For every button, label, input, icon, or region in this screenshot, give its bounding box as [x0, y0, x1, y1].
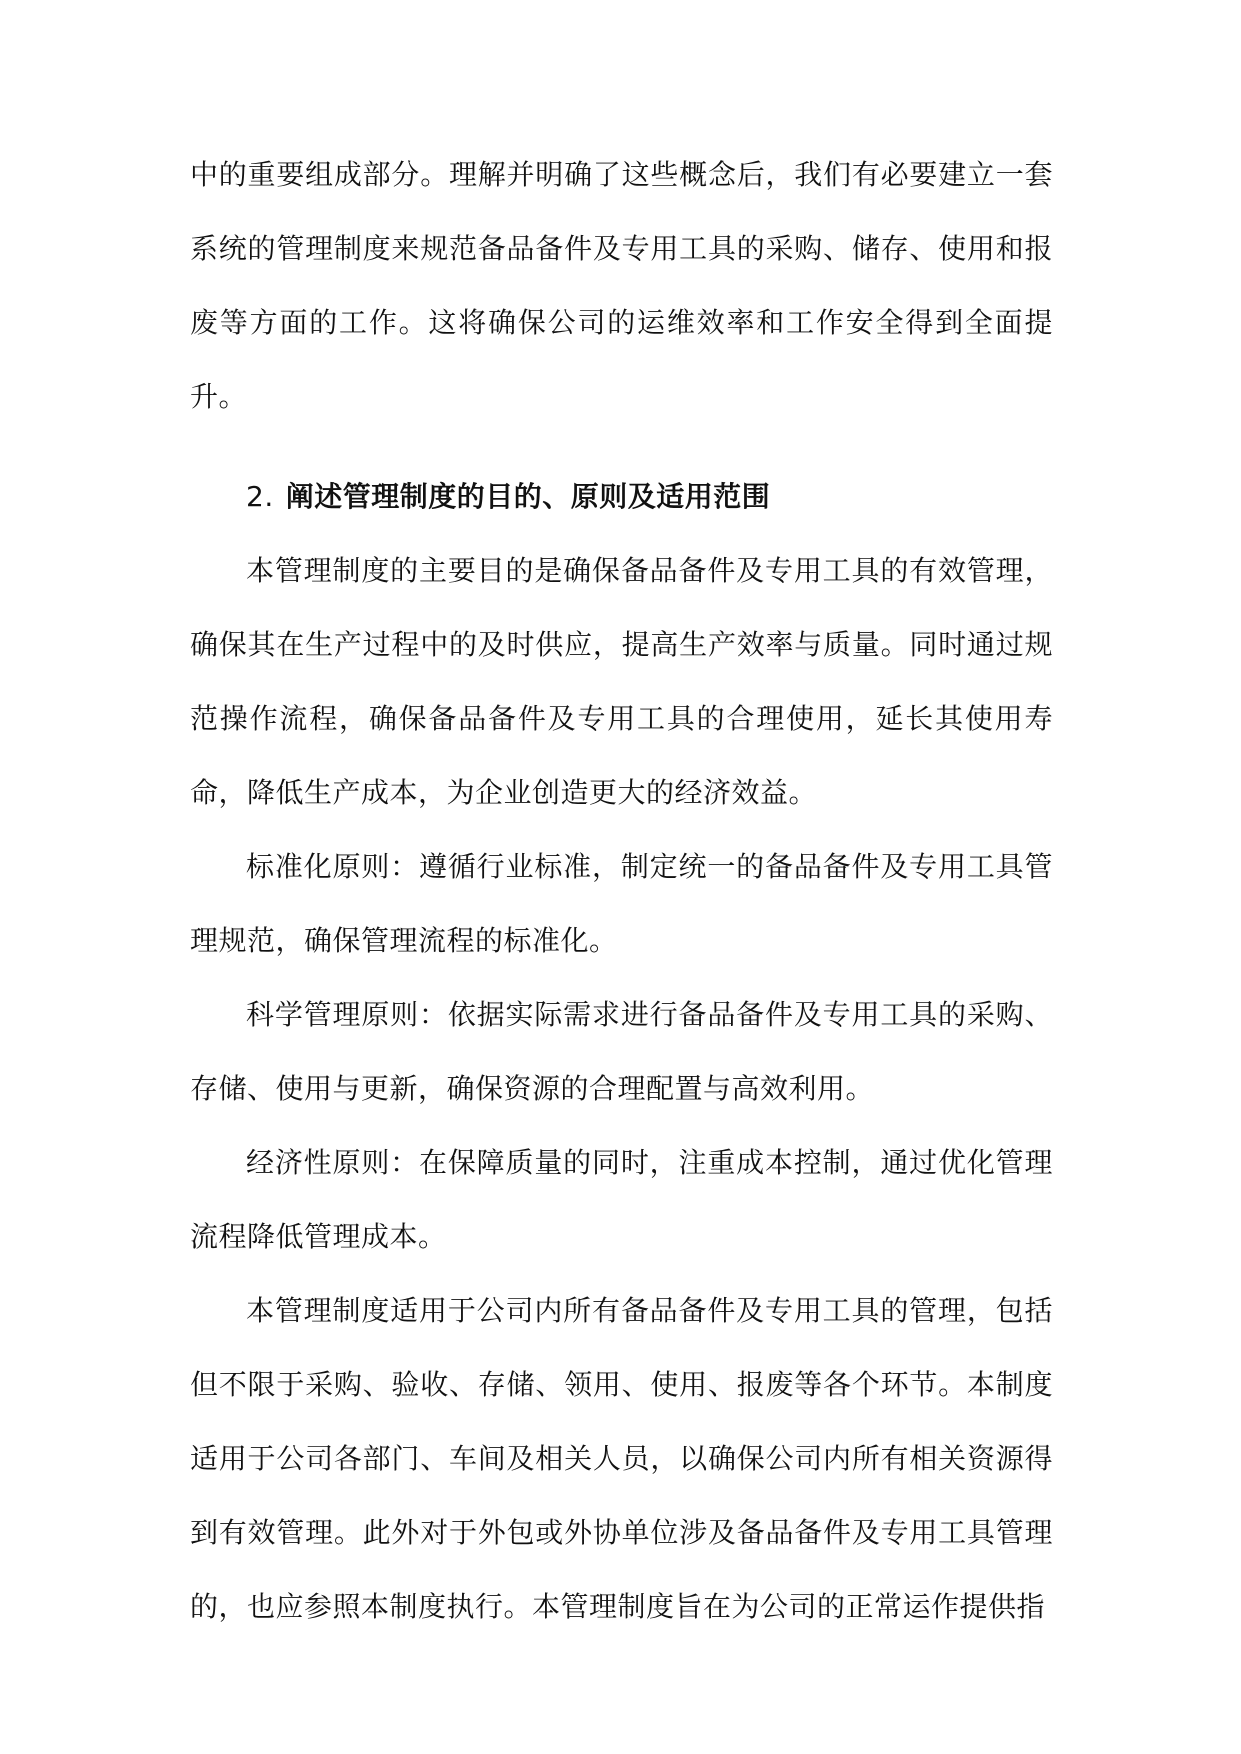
document-body: [190, 138, 1053, 1644]
paragraph-standardization-principle: 标准化原则：遵循行业标准，制定统一的备品备件及专用工具管理规范，确保管理流程的标准化。: [190, 850, 1053, 957]
paragraph-purpose: 本管理制度的主要目的是确保备品备件及专用工具的有效管理，确保其在生产过程中的及时供应，提高生产效率与质量。同时通过规范操作流程，确保备品备件及专用工具的合理使用，延长其使用寿命，降低生产成本，为企业创造更大的经济效益。: [190, 554, 1053, 809]
paragraph-economy-principle: 经济性原则：在保障质量的同时，注重成本控制，通过优化管理流程降低管理成本。: [190, 1146, 1053, 1253]
continuation-paragraph: 中的重要组成部分。理解并明确了这些概念后，我们有必要建立一套系统的管理制度来规范备品备件及专用工具的采购、储存、使用和报废等方面的工作。这将确保公司的运维效率和工作安全得到全面提升。: [190, 158, 1053, 413]
section-heading: [190, 460, 1053, 534]
section-title: 阐述管理制度的目的、原则及适用范围: [285, 480, 771, 513]
section-number: 2.: [246, 480, 274, 513]
paragraph-scope: 本管理制度适用于公司内所有备品备件及专用工具的管理，包括但不限于采购、验收、存储、领用、使用、报废等各个环节。本制度适用于公司各部门、车间及相关人员，以确保公司内所有相关资源得到有效管理。此外对于外包或外协单位涉及备品备件及专用工具管理的，也应参照本制度执行。本管理制度旨在为公司的正常运作提供指: [190, 1294, 1053, 1623]
paragraph-scientific-management-principle: 科学管理原则：依据实际需求进行备品备件及专用工具的采购、存储、使用与更新，确保资源的合理配置与高效利用。: [190, 998, 1053, 1105]
